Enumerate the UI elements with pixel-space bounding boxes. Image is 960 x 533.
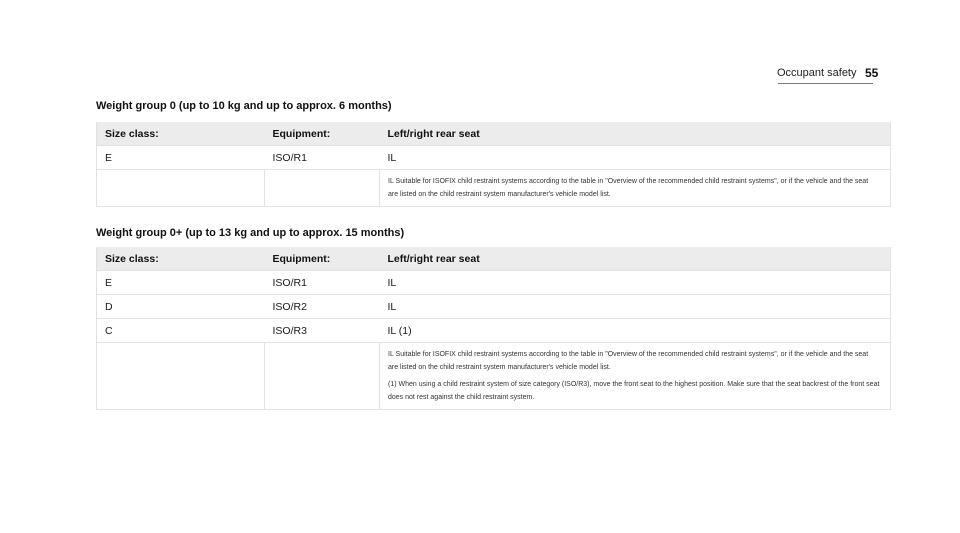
cell-rear-seat: IL (1) [380, 319, 891, 343]
page-number: 55 [865, 66, 879, 80]
notes-cell [380, 343, 891, 410]
cell-size-class: E [97, 271, 265, 295]
note-il: IL Suitable for ISOFIX child restraint systems according to the table in "Overview of the recommended child restraint systems", or if the vehicle and the seat are listed on the child restraint system manufacturer's vehicle model list. [388, 178, 869, 198]
table2-header-row [97, 247, 891, 271]
table1-header-row [97, 122, 891, 146]
empty-cell [97, 343, 265, 410]
table2-notes-row [97, 343, 891, 410]
empty-cell [97, 170, 265, 207]
cell-equipment: ISO/R1 [265, 271, 380, 295]
cell-size-class: C [97, 319, 265, 343]
table1 [96, 122, 891, 207]
column-header-size-class: Size class: [97, 247, 265, 271]
note-il: IL Suitable for ISOFIX child restraint systems according to the table in "Overview of the recommended child restraint systems", or if the vehicle and the seat are listed on the child restraint system manufacturer's vehicle model list. [388, 351, 869, 371]
column-header-equipment: Equipment: [265, 122, 380, 146]
table-row [97, 146, 891, 170]
table-row [97, 295, 891, 319]
table-row [97, 271, 891, 295]
table1-notes-row [97, 170, 891, 207]
cell-equipment: ISO/R2 [265, 295, 380, 319]
table2 [96, 247, 891, 410]
table-row [97, 319, 891, 343]
empty-cell [265, 343, 380, 410]
table1-heading: Weight group 0 (up to 10 kg and up to approx. 6 months) [96, 100, 392, 112]
cell-equipment: ISO/R3 [265, 319, 380, 343]
cell-rear-seat: IL [380, 295, 891, 319]
cell-rear-seat: IL [380, 146, 891, 170]
cell-size-class: D [97, 295, 265, 319]
empty-cell [265, 170, 380, 207]
note-footnote-1: (1) When using a child restraint system of size category (ISO/R3), move the front seat to the highest position. Make sure that the seat backrest of the front seat does not rest against the child restraint system. [388, 381, 880, 401]
cell-size-class: E [97, 146, 265, 170]
header-divider [778, 83, 873, 84]
column-header-rear-seat: Left/right rear seat [380, 247, 891, 271]
notes-cell [380, 170, 891, 207]
table2-heading: Weight group 0+ (up to 13 kg and up to approx. 15 months) [96, 227, 405, 239]
cell-equipment: ISO/R1 [265, 146, 380, 170]
cell-rear-seat: IL [380, 271, 891, 295]
column-header-equipment: Equipment: [265, 247, 380, 271]
column-header-rear-seat: Left/right rear seat [380, 122, 891, 146]
column-header-size-class: Size class: [97, 122, 265, 146]
section-title: Occupant safety [777, 67, 857, 79]
